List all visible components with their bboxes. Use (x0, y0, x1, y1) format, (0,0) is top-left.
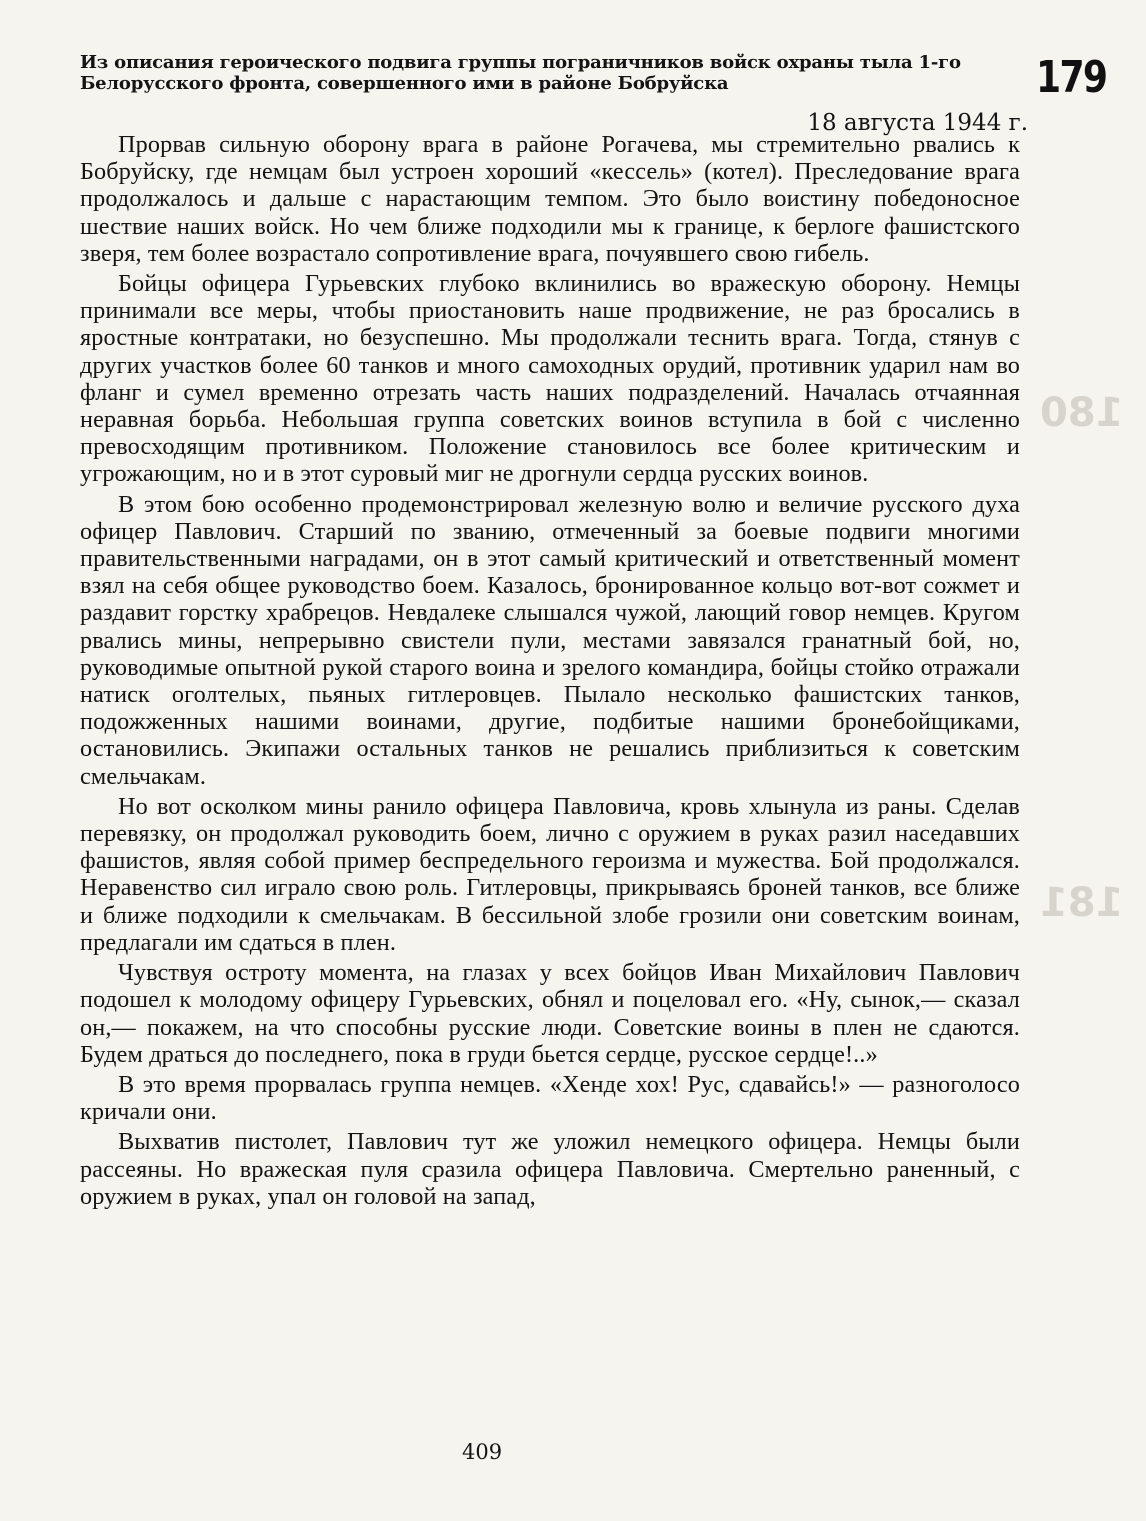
page-number: 409 (462, 1440, 503, 1464)
bleed-through-number-181: 181 (1040, 880, 1124, 926)
paragraph: Бойцы офицера Гурьевских глубоко вклинились во вражескую оборону. Немцы принимали все меры, чтобы приостановить наше продвижение, не раз бросались в яростные контратаки, но безуспешно. Мы продолжали теснить врага. Тогда, стянув с других участков более 60 танков и много самоходных орудий, противник ударил нам во фланг и сумел временно отрезать часть наших подразделений. Началась отчаянная неравная борьба. Небольшая группа советских воинов вступила в бой с численно превосходящим противником. Положение становилось все более критическим и угрожающим, но и в этот суровый миг не дрогнули сердца русских воинов. (80, 270, 1020, 488)
paragraph: Но вот осколком мины ранило офицера Павловича, кровь хлынула из раны. Сделав перевязку, он продолжал руководить боем, лично с оружием в руках разил наседавших фашистов, являя собой пример беспредельного героизма и мужества. Бой продолжался. Неравенство сил играло свою роль. Гитлеровцы, прикрываясь броней танков, все ближе и ближе подходили к смельчакам. В бессильной злобе грозили они советским воинам, предлагали им сдаться в плен. (80, 792, 1020, 956)
bleed-through-number-180: 180 (1040, 390, 1124, 436)
document-date: 18 августа 1944 г. (807, 110, 1028, 136)
paragraph: Чувствуя остроту момента, на глазах у всех бойцов Иван Михайлович Павлович подошел к молодому офицеру Гурьевских, обнял и поцеловал его. «Ну, сынок,— сказал он,— покажем, на что способны русские люди. Советские воины в плен не сдаются. Будем драться до последнего, пока в груди бьется сердце, русское сердце!..» (80, 959, 1020, 1068)
document-heading: Из описания героического подвига группы пограничников войск охраны тыла 1-го Белорусского фронта, совершенного ими в районе Бобруйска (80, 52, 961, 94)
document-body (80, 131, 1020, 1213)
paragraph: В этом бою особенно продемонстрировал железную волю и величие русского духа офицер Павлович. Старший по званию, отмеченный за боевые подвиги многими правительственными наградами, он в этот самый критический и ответственный момент взял на себя общее руководство боем. Казалось, бронированное кольцо вот-вот сожмет и раздавит горстку храбрецов. Невдалеке слышался чужой, лающий говор немцев. Кругом рвались мины, непрерывно свистели пули, местами завязался гранатный бой, но, руководимые опытной рукой старого воина и зрелого командира, бойцы стойко отражали натиск оголтелых, пьяных гитлеровцев. Пылало несколько фашистских танков, подожженных нашими воинами, другие, подбитые нашими бронебойщиками, остановились. Экипажи остальных танков не решались приблизиться к советским смельчакам. (80, 490, 1020, 790)
document-number: 179 (1036, 52, 1107, 103)
paragraph: Выхватив пистолет, Павлович тут же уложил немецкого офицера. Немцы были рассеяны. Но вражеская пуля сразила офицера Павловича. Смертельно раненный, с оружием в руках, упал он головой на запад, (80, 1128, 1020, 1210)
paragraph: В это время прорвалась группа немцев. «Хенде хох! Рус, сдавайсь!» — разноголосо кричали они. (80, 1070, 1020, 1126)
paragraph: Прорвав сильную оборону врага в районе Рогачева, мы стремительно рвались к Бобруйску, где немцам был устроен хороший «кессель» (котел). Преследование врага продолжалось и дальше с нарастающим темпом. Это было воистину победоносное шествие наших войск. Но чем ближе подходили мы к границе, к берлоге фашистского зверя, тем более возрастало сопротивление врага, почуявшего свою гибель. (80, 131, 1020, 267)
